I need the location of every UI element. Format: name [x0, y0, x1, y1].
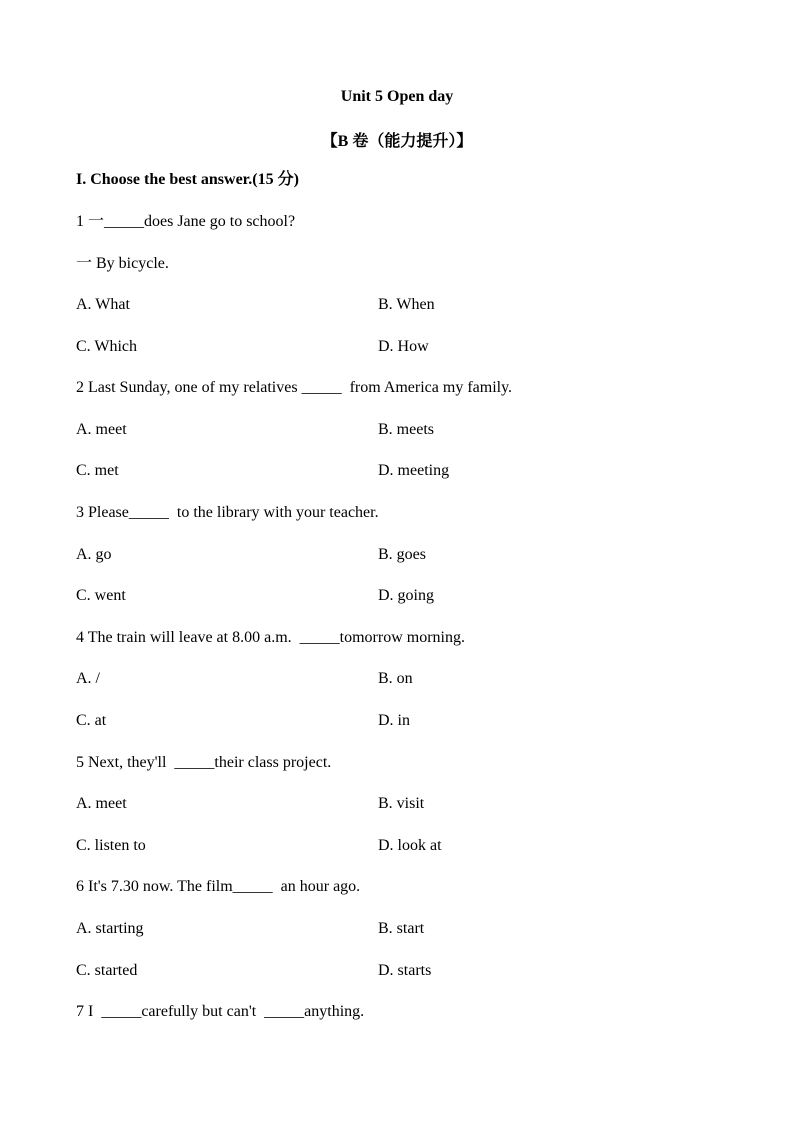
question-stem: 1 一_____does Jane go to school?: [76, 213, 296, 230]
option-a: A. What: [76, 296, 130, 313]
question-stem: 7 I _____carefully but can't _____anything.: [76, 1003, 365, 1020]
option-a: A. meet: [76, 421, 127, 438]
option-c: C. Which: [76, 338, 138, 355]
option-a: A. /: [76, 670, 100, 687]
option-d: D. look at: [378, 837, 442, 854]
option-c: C. went: [76, 587, 126, 604]
question-stem: 3 Please_____ to the library with your teacher.: [76, 504, 379, 521]
option-a: A. starting: [76, 920, 144, 937]
question-stem: 6 It's 7.30 now. The film_____ an hour ago.: [76, 878, 361, 895]
question-stem: 2 Last Sunday, one of my relatives _____ from America my family.: [76, 379, 513, 396]
page-title: Unit 5 Open day: [340, 88, 454, 105]
option-b: B. on: [378, 670, 413, 687]
option-b: B. When: [378, 296, 435, 313]
option-d: D. starts: [378, 962, 432, 979]
page-subtitle: 【B 卷（能力提升）】: [321, 133, 473, 150]
question-reply: 一 By bicycle.: [76, 255, 169, 272]
option-d: D. in: [378, 712, 410, 729]
option-c: C. started: [76, 962, 138, 979]
option-a: A. go: [76, 546, 112, 563]
question-stem: 5 Next, they'll _____their class project.: [76, 754, 332, 771]
option-d: D. How: [378, 338, 429, 355]
option-c: C. listen to: [76, 837, 146, 854]
option-c: C. at: [76, 712, 107, 729]
option-b: B. start: [378, 920, 425, 937]
option-d: D. meeting: [378, 462, 450, 479]
option-c: C. met: [76, 462, 119, 479]
option-b: B. meets: [378, 421, 434, 438]
question-stem: 4 The train will leave at 8.00 a.m. _____tomorrow morning.: [76, 629, 465, 646]
section-heading: I. Choose the best answer.(15 分): [76, 171, 299, 188]
option-a: A. meet: [76, 795, 127, 812]
option-b: B. goes: [378, 546, 426, 563]
option-b: B. visit: [378, 795, 425, 812]
option-d: D. going: [378, 587, 434, 604]
